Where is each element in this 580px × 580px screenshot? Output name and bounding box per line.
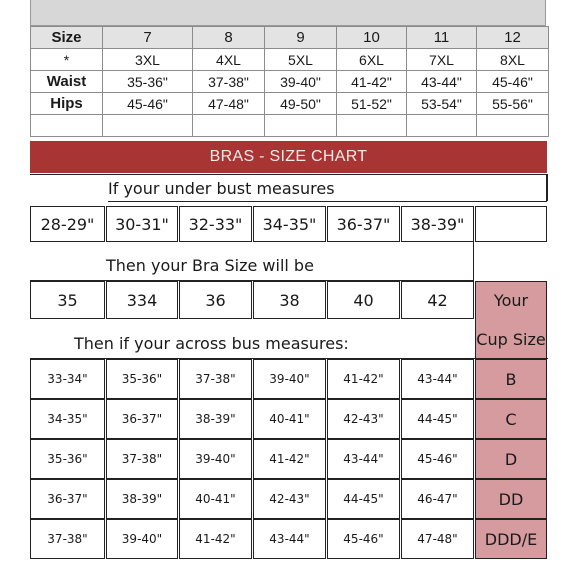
across-bust-cell: 35-36": [30, 439, 105, 479]
divider: [30, 174, 548, 175]
across-bust-cell: 39-40": [253, 359, 326, 399]
size-value: 10: [337, 27, 407, 49]
across-bust-cell: 35-36": [106, 359, 178, 399]
hips-value: 53-54": [407, 93, 477, 115]
size-label: Size: [31, 27, 103, 49]
across-bust-cell: 43-44": [253, 519, 326, 559]
across-bust-cell: 44-45": [401, 399, 474, 439]
bras-size-chart-banner: BRAS - SIZE CHART: [30, 141, 547, 173]
clothing-size-table: [30, 26, 549, 137]
across-bust-cell: 45-46": [327, 519, 400, 559]
hips-value: 49-50": [265, 93, 337, 115]
waist-value: 45-46": [477, 71, 549, 93]
across-bust-cell: 39-40": [179, 439, 252, 479]
waist-value: 35-36": [103, 71, 193, 93]
under-bust-cell: 30-31": [106, 206, 178, 242]
cup-size-cell: DD: [475, 479, 547, 519]
across-bust-cell: 42-43": [327, 399, 400, 439]
size-value: 9: [265, 27, 337, 49]
across-bust-cell: 36-37": [106, 399, 178, 439]
across-bust-cell: 41-42": [253, 439, 326, 479]
under-bust-cell-empty: [475, 206, 547, 242]
top-header-bar: [30, 0, 546, 26]
xl-value: 4XL: [193, 49, 265, 71]
xl-value: 6XL: [337, 49, 407, 71]
across-bust-cell: 33-34": [30, 359, 105, 399]
bra-size-cell: 38: [253, 281, 326, 319]
xl-row: [31, 49, 549, 71]
your-cup-size-header: [475, 281, 547, 359]
xl-value: 5XL: [265, 49, 337, 71]
size-value: 7: [103, 27, 193, 49]
cup-size-cell: C: [475, 399, 547, 439]
across-bust-cell: 40-41": [179, 479, 252, 519]
across-bust-cell: 38-39": [179, 399, 252, 439]
waist-value: 39-40": [265, 71, 337, 93]
xl-value: 3XL: [103, 49, 193, 71]
bra-size-cell: 40: [327, 281, 400, 319]
waist-value: 41-42": [337, 71, 407, 93]
cup-size-label: Cup Size: [476, 330, 546, 349]
hips-value: 45-46": [103, 93, 193, 115]
across-bust-cell: 47-48": [401, 519, 474, 559]
hips-label: Hips: [31, 93, 103, 115]
across-bust-cell: 34-35": [30, 399, 105, 439]
star-label: *: [31, 49, 103, 71]
bra-size-cell: 42: [401, 281, 474, 319]
across-bust-cell: 45-46": [401, 439, 474, 479]
across-bust-cell: 41-42": [327, 359, 400, 399]
hips-value: 55-56": [477, 93, 549, 115]
divider: [108, 201, 547, 202]
across-bust-cell: 37-38": [179, 359, 252, 399]
waist-row: [31, 71, 549, 93]
waist-value: 43-44": [407, 71, 477, 93]
size-row: [31, 27, 549, 49]
across-bust-prompt: Then if your across bus measures:: [74, 334, 349, 353]
waist-label: Waist: [31, 71, 103, 93]
across-bust-cell: 37-38": [106, 439, 178, 479]
bra-size-cell: 36: [179, 281, 252, 319]
size-value: 12: [477, 27, 549, 49]
under-bust-cell: 34-35": [253, 206, 326, 242]
under-bust-cell: 36-37": [327, 206, 400, 242]
bra-size-prompt: Then your Bra Size will be: [106, 256, 314, 275]
hips-value: 51-52": [337, 93, 407, 115]
across-bust-cell: 46-47": [401, 479, 474, 519]
across-bust-cell: 43-44": [327, 439, 400, 479]
under-bust-cell: 38-39": [401, 206, 474, 242]
across-bust-cell: 38-39": [106, 479, 178, 519]
size-value: 8: [193, 27, 265, 49]
cup-size-cell: D: [475, 439, 547, 479]
across-bust-cell: 39-40": [106, 519, 178, 559]
across-bust-cell: 42-43": [253, 479, 326, 519]
xl-value: 7XL: [407, 49, 477, 71]
across-bust-cell: 37-38": [30, 519, 105, 559]
across-bust-cell: 43-44": [401, 359, 474, 399]
xl-value: 8XL: [477, 49, 549, 71]
across-bust-cell: 41-42": [179, 519, 252, 559]
cup-size-cell: DDD/E: [475, 519, 547, 559]
hips-row: [31, 93, 549, 115]
cup-size-cell: B: [475, 359, 547, 399]
across-bust-cell: 44-45": [327, 479, 400, 519]
divider: [473, 242, 474, 281]
empty-row: [31, 115, 549, 137]
bra-size-cell: 35: [30, 281, 105, 319]
your-label: Your: [493, 291, 529, 310]
across-bust-cell: 36-37": [30, 479, 105, 519]
size-value: 11: [407, 27, 477, 49]
bra-size-chart: [30, 174, 548, 558]
under-bust-prompt: If your under bust measures: [108, 179, 335, 198]
bra-size-cell: 334: [106, 281, 178, 319]
across-bust-cell: 40-41": [253, 399, 326, 439]
waist-value: 37-38": [193, 71, 265, 93]
hips-value: 47-48": [193, 93, 265, 115]
under-bust-cell: 32-33": [179, 206, 252, 242]
under-bust-cell: 28-29": [30, 206, 105, 242]
divider: [546, 174, 548, 201]
